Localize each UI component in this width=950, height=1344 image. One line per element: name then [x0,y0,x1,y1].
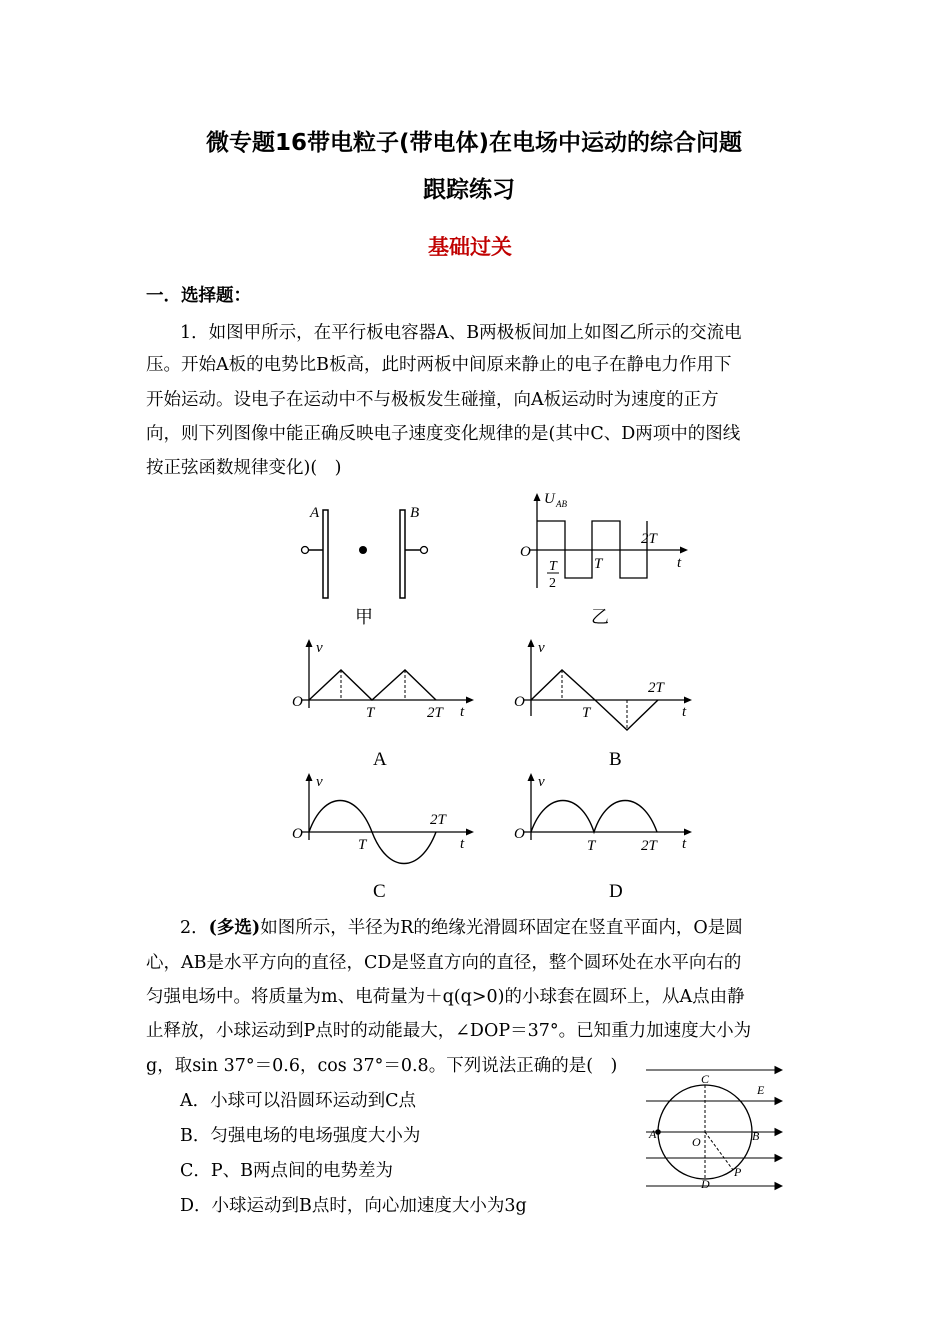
svg-text:t: t [460,836,465,852]
svg-text:v: v [538,640,545,656]
svg-text:T: T [358,837,367,853]
origin-label: O [520,544,531,560]
svg-text:T: T [582,705,591,721]
caption-yi: 乙 [591,607,609,627]
svg-text:v: v [538,774,545,790]
q2-line-1: 2．(多选)如图所示，半径为R的绝缘光滑圆环固定在竖直平面内，O是圆 [180,918,743,938]
svg-text:2T: 2T [427,705,443,721]
svg-text:t: t [460,704,465,720]
option-c-graph [290,770,480,905]
terminal-b [421,547,428,554]
q1-line-4: 向，则下列图像中能正确反映电子速度变化规律的是(其中C、D两项中的图线 [146,424,741,444]
svg-text:P: P [734,1165,742,1179]
figure-yi [510,488,700,633]
q2-line-5: g，取sin 37°＝0.6，cos 37°＝0.8。下列说法正确的是( ) [146,1056,618,1076]
q2-ring-figure [640,1062,800,1198]
svg-text:T: T [366,705,375,721]
q2-option-d[interactable]: D．小球运动到B点时，向心加速度大小为3g [180,1196,527,1216]
option-d-label: D [609,881,623,902]
svg-text:O: O [292,826,303,842]
t-label: t [677,555,682,571]
svg-text:2T: 2T [648,680,664,696]
svg-text:t: t [682,836,687,852]
q2-option-b[interactable]: B．匀强电场的电场强度大小为 [180,1126,421,1146]
page-title: 微专题16带电粒子(带电体)在电场中运动的综合问题 [206,130,743,156]
option-c-label: C [373,881,386,902]
svg-text:E: E [757,1083,765,1097]
q1-line-5: 按正弦函数规律变化)( ) [146,458,342,478]
part-heading: 一．选择题： [146,286,251,306]
svg-text:v: v [316,774,323,790]
svg-text:D: D [701,1177,710,1191]
plate-a [323,510,328,598]
q2-line-4: 止释放，小球运动到P点时的动能最大，∠DOP＝37°。已知重力加速度大小为 [146,1021,752,1041]
t-tick-label: T [594,556,603,572]
electron-dot [359,546,367,554]
svg-text:v: v [316,640,323,656]
svg-text:C: C [701,1072,710,1086]
v-curve-d [531,801,657,833]
option-d-graph [510,770,700,905]
q2-option-a[interactable]: A．小球可以沿圆环运动到C点 [180,1091,417,1111]
plate-a-label: A [310,505,320,521]
caption-jia: 甲 [355,607,373,627]
option-b-label: B [609,749,622,770]
option-a-graph [290,636,480,771]
option-a-label: A [373,749,387,770]
q2-option-c[interactable]: C．P、B两点间的电势差为 [180,1161,394,1181]
option-b-graph [510,636,700,771]
q2-line-2: 心，AB是水平方向的直径，CD是竖直方向的直径，整个圆环处在水平向右的 [146,953,742,973]
svg-text:2T: 2T [430,812,446,828]
section-heading: 基础过关 [428,234,512,259]
svg-text:O: O [692,1135,701,1149]
q1-line-1: 1．如图甲所示，在平行板电容器A、B两极板间加上如图乙所示的交流电 [180,323,742,343]
u-sub: AB [556,499,567,509]
page-subtitle: 跟踪练习 [423,177,515,203]
svg-text:O: O [514,826,525,842]
q1-line-3: 开始运动。设电子在运动中不与极板发生碰撞，向A板运动时为速度的正方 [146,390,719,410]
svg-text:T: T [587,838,596,854]
svg-text:2T: 2T [641,838,657,854]
plate-b [400,510,405,598]
q2-multi-tag: (多选) [208,918,261,938]
u-label: U [544,491,555,507]
svg-text:O: O [514,694,525,710]
half-t-den: 2 [549,576,556,591]
half-t-num: T [549,559,557,574]
svg-text:t: t [682,704,687,720]
q2-line-3: 匀强电场中。将质量为m、电荷量为＋q(q>0)的小球套在圆环上，从A点由静 [146,987,745,1007]
two-t-tick-label: 2T [641,531,657,547]
svg-text:A: A [649,1127,657,1141]
terminal-a [302,547,309,554]
svg-text:O: O [292,694,303,710]
svg-text:B: B [752,1129,760,1143]
plate-b-label: B [410,505,420,521]
q1-line-2: 压。开始A板的电势比B板高，此时两板中间原来静止的电子在静电力作用下 [146,355,732,375]
v-curve-a [309,670,436,700]
figure-jia [290,495,450,635]
